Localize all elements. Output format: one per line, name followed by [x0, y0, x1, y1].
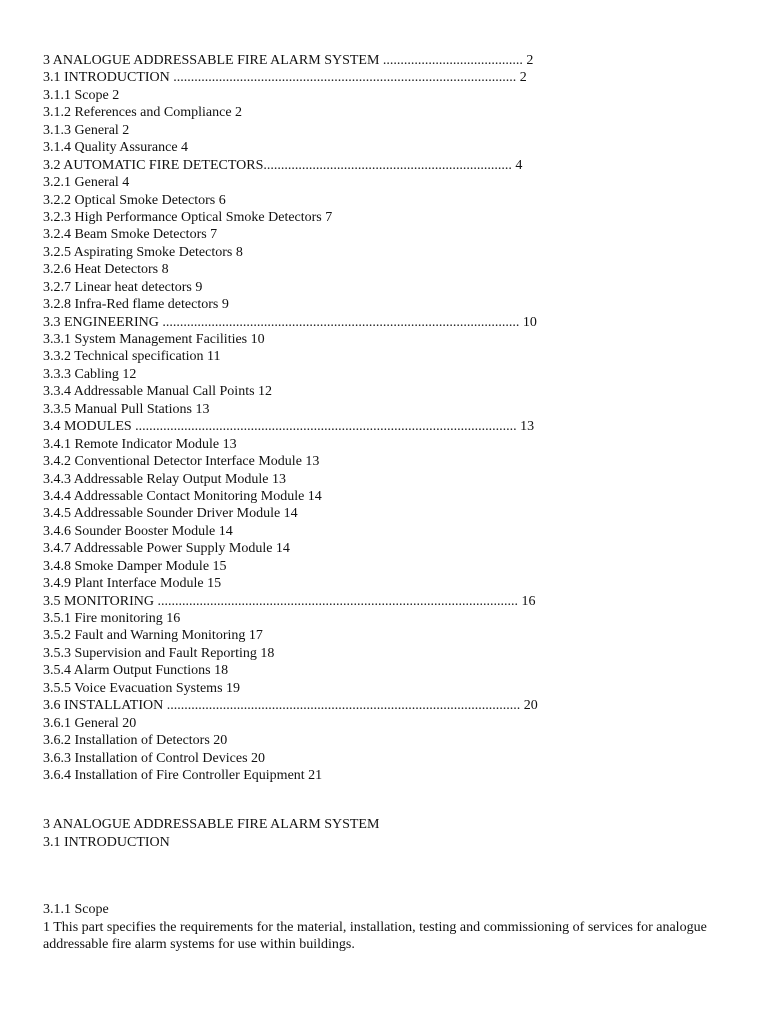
toc-entry[interactable]: 3.4.3 Addressable Relay Output Module 13 [43, 471, 287, 487]
toc-entry[interactable]: 3.4 MODULES ............................................................................................................. 13 [43, 419, 535, 435]
toc-entry[interactable]: 3.1.2 References and Compliance 2 [43, 105, 243, 121]
toc-entry[interactable]: 3.1.1 Scope 2 [43, 87, 120, 103]
toc-entry[interactable]: 3.4.7 Addressable Power Supply Module 14 [43, 541, 290, 557]
toc-entry[interactable]: 3.3.2 Technical specification 11 [43, 349, 221, 365]
document-page [43, 52, 723, 954]
toc-entry[interactable]: 3.5.5 Voice Evacuation Systems 19 [43, 680, 241, 696]
toc-entry[interactable]: 3.4.5 Addressable Sounder Driver Module 14 [43, 506, 298, 522]
toc-entry[interactable]: 3.5.4 Alarm Output Functions 18 [43, 663, 229, 679]
toc-entry[interactable]: 3.4.6 Sounder Booster Module 14 [43, 523, 233, 539]
toc-entry[interactable]: 3.5.2 Fault and Warning Monitoring 17 [43, 628, 263, 644]
toc-entry[interactable]: 3.2 AUTOMATIC FIRE DETECTORS....................................................................... 4 [43, 157, 523, 173]
toc-entry[interactable]: 3.1 INTRODUCTION .................................................................................................. 2 [43, 70, 527, 86]
table-of-contents [43, 52, 723, 784]
toc-entry[interactable]: 3.4.2 Conventional Detector Interface Module 13 [43, 454, 320, 470]
toc-entry[interactable]: 3.6.1 General 20 [43, 715, 137, 731]
toc-entry[interactable]: 3.2.3 High Performance Optical Smoke Detectors 7 [43, 209, 333, 225]
toc-entry[interactable]: 3.3.3 Cabling 12 [43, 366, 137, 382]
toc-entry[interactable]: 3.4.4 Addressable Contact Monitoring Module 14 [43, 488, 322, 504]
toc-entry[interactable]: 3.1.3 General 2 [43, 122, 130, 138]
toc-entry[interactable]: 3 ANALOGUE ADDRESSABLE FIRE ALARM SYSTEM ........................................ 2 [43, 53, 534, 68]
toc-entry[interactable]: 3.2.8 Infra-Red flame detectors 9 [43, 297, 229, 313]
toc-entry[interactable]: 3.4.8 Smoke Damper Module 15 [43, 558, 227, 574]
toc-entry[interactable]: 3.2.2 Optical Smoke Detectors 6 [43, 192, 226, 208]
toc-entry[interactable]: 3.5.1 Fire monitoring 16 [43, 611, 181, 626]
toc-entry[interactable]: 3.6.2 Installation of Detectors 20 [43, 733, 228, 749]
subsection-heading: 3.1.1 Scope [43, 902, 109, 918]
toc-entry[interactable]: 3.2.1 General 4 [43, 175, 130, 191]
toc-entry[interactable]: 3.2.6 Heat Detectors 8 [43, 262, 169, 278]
toc-entry[interactable]: 3.3 ENGINEERING ...................................................................................................... 10 [43, 314, 537, 330]
toc-entry[interactable]: 3.6.4 Installation of Fire Controller Equipment 21 [43, 767, 323, 783]
toc-entry[interactable]: 3.5.3 Supervision and Fault Reporting 18 [43, 645, 275, 661]
toc-entry[interactable]: 3.6 INSTALLATION ..................................................................................................... 20 [43, 698, 538, 714]
toc-entry[interactable]: 3.3.5 Manual Pull Stations 13 [43, 401, 210, 417]
toc-entry[interactable]: 3.2.4 Beam Smoke Detectors 7 [43, 227, 218, 243]
toc-entry[interactable]: 3.4.1 Remote Indicator Module 13 [43, 436, 237, 452]
toc-entry[interactable]: 3.2.7 Linear heat detectors 9 [43, 279, 203, 295]
toc-entry[interactable]: 3.3.1 System Management Facilities 10 [43, 332, 265, 347]
scope-paragraph: 1 This part specifies the requirements for the material, installation, testing and commissioning of services for analogue addressable fire alarm systems for use within buildings. [43, 919, 707, 953]
toc-entry[interactable]: 3.2.5 Aspirating Smoke Detectors 8 [43, 244, 243, 260]
chapter-heading: 3 ANALOGUE ADDRESSABLE FIRE ALARM SYSTEM [43, 817, 380, 833]
toc-entry[interactable]: 3.4.9 Plant Interface Module 15 [43, 576, 222, 592]
toc-entry[interactable]: 3.6.3 Installation of Control Devices 20 [43, 750, 266, 766]
section-heading: 3.1 INTRODUCTION [43, 834, 170, 850]
toc-entry[interactable]: 3.1.4 Quality Assurance 4 [43, 140, 189, 156]
toc-entry[interactable]: 3.3.4 Addressable Manual Call Points 12 [43, 384, 273, 400]
toc-entry[interactable]: 3.5 MONITORING ....................................................................................................... 16 [43, 593, 536, 609]
document-body [43, 816, 723, 953]
